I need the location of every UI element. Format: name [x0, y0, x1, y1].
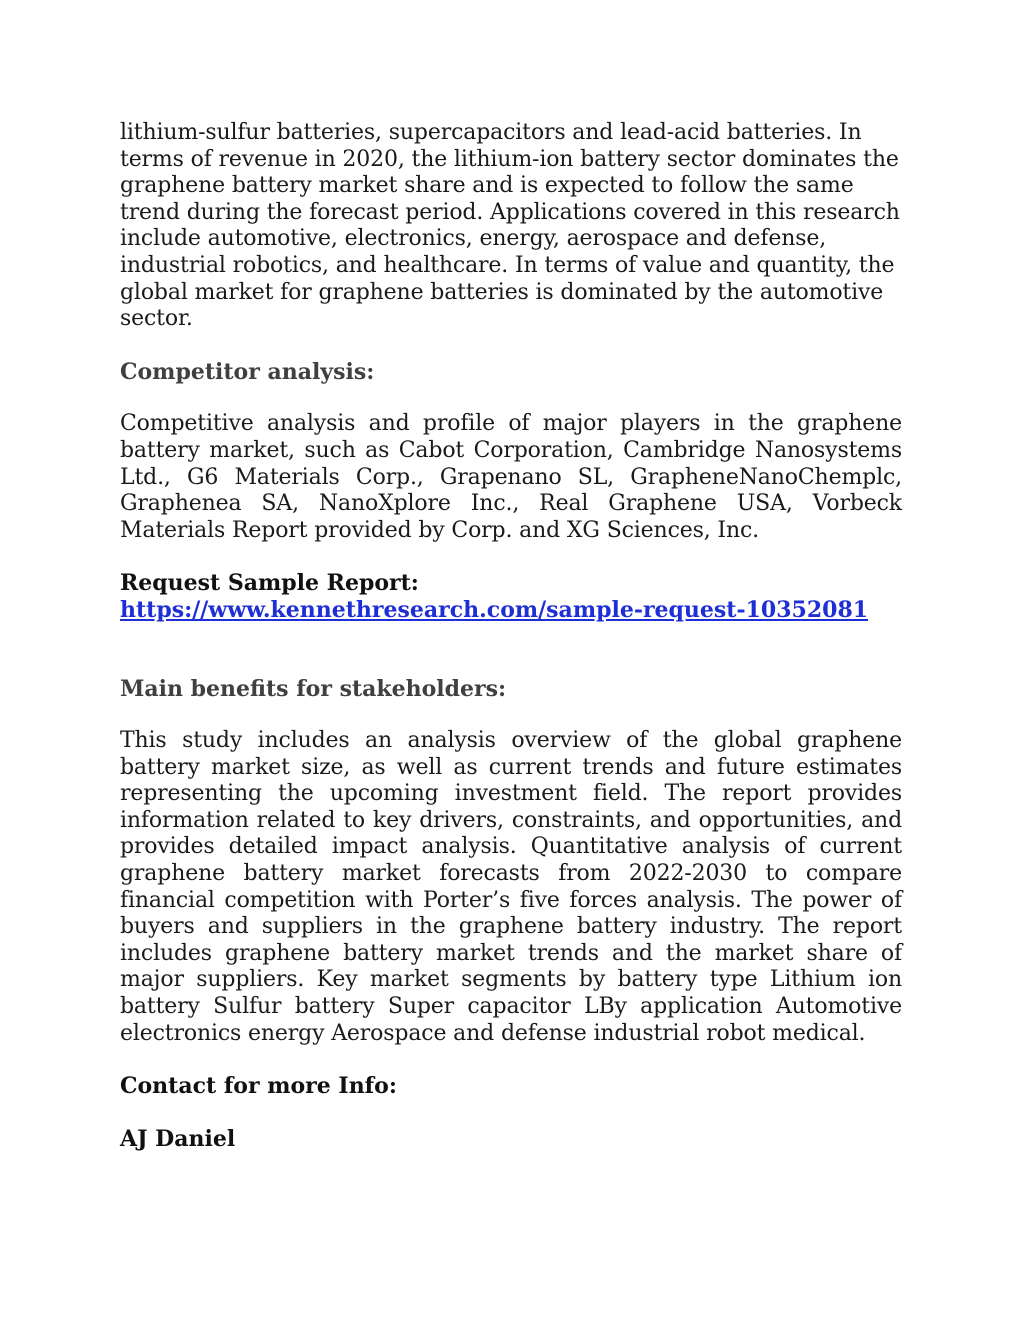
contact-name: AJ Daniel: [120, 1125, 236, 1152]
competitor-paragraph: Competitive analysis and profile of major players in the graphene battery market, such as Cabot Corporation, Cambridge Nanosystems Ltd., G6 Materials Corp., Grapenano SL, GrapheneNanoChemplc, Graphenea SA, NanoXplore Inc., Real Graphene USA, Vorbeck Materials Report provided by Corp. and XG Sciences, Inc.: [120, 411, 902, 543]
spacer: [120, 702, 902, 728]
spacer: [120, 624, 902, 676]
document-page: [120, 120, 902, 1152]
intro-paragraph: lithium-sulfur batteries, supercapacitors and lead-acid batteries. In terms of revenue in 2020, the lithium-ion battery sector dominates the graphene battery market share and is expected to follow the same trend during the forecast period. Applications covered in this research include automotive, electronics, energy, aerospace and defense, industrial robotics, and healthcare. In terms of value and quantity, the global market for graphene batteries is dominated by the automotive sector.: [120, 120, 900, 332]
spacer: [120, 1100, 902, 1126]
benefits-paragraph: This study includes an analysis overview of the global graphene battery market size, as well as current trends and future estimates representing the upcoming investment field. The report provides information related to key drivers, constraints, and opportunities, and provides detailed impact analysis. Quantitative analysis of current graphene battery market forecasts from 2022-2030 to compare financial competition with Porter’s five forces analysis. The power of buyers and suppliers in the graphene battery industry. The report includes graphene battery market trends and the market share of major suppliers. Key market segments by battery type Lithium ion battery Sulfur battery Super capacitor LBy application Automotive electronics energy Aerospace and defense industrial robot medical.: [120, 728, 902, 1046]
spacer: [120, 544, 902, 570]
spacer: [120, 333, 902, 359]
benefits-heading: Main benefits for stakeholders:: [120, 675, 507, 702]
competitor-heading: Competitor analysis:: [120, 358, 375, 385]
contact-heading: Contact for more Info:: [120, 1073, 397, 1100]
spacer: [120, 385, 902, 411]
sample-heading: Request Sample Report:: [120, 570, 419, 597]
spacer: [120, 1047, 902, 1073]
sample-request-link[interactable]: https://www.kennethresearch.com/sample-request-10352081: [120, 596, 869, 623]
